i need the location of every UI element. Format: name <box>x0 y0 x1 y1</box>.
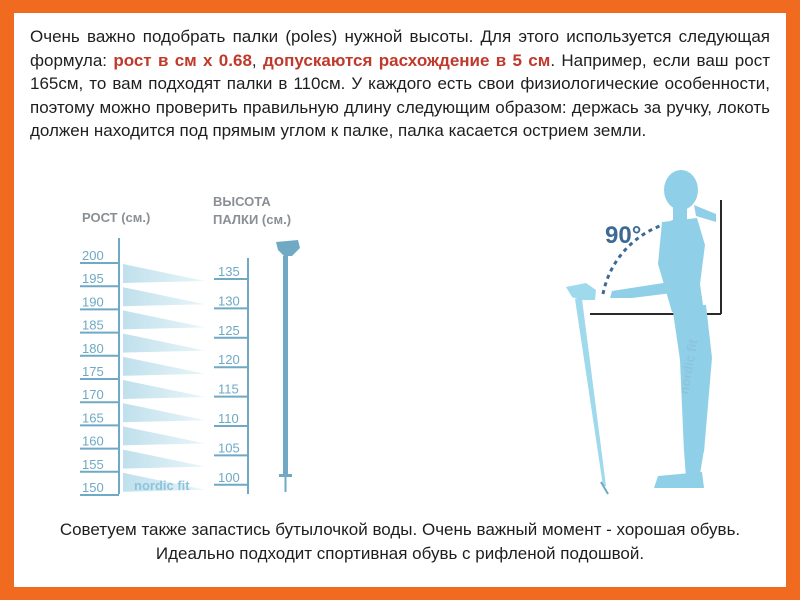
height-rows <box>80 248 119 495</box>
height-value: 180 <box>82 340 104 356</box>
height-value: 190 <box>82 294 104 310</box>
body-brand: nordic fit <box>676 338 701 396</box>
pole-value: 120 <box>218 352 240 368</box>
height-header: РОСТ (см.) <box>82 210 151 225</box>
angle-label: 90° <box>605 222 642 249</box>
pole-graphic <box>276 240 300 492</box>
intro-text-2: . Например, если ваш рост 165см, то вам подходят палки в 110см. У каждого есть свои физиологические особенности, поэтому можно проверить правильную длину следующим образом: держась за ручку, локоть должен находится под прямым углом к палке, палка касается острием земли. <box>30 50 770 140</box>
tolerance-highlight: допускаются расхождение в 5 см <box>262 50 551 70</box>
ratio-triangles <box>123 264 205 492</box>
height-value: 185 <box>82 317 104 333</box>
pole-value: 115 <box>218 381 239 397</box>
pole-value: 135 <box>218 264 240 279</box>
ratio-triangle <box>123 357 205 376</box>
height-value: 170 <box>82 387 104 403</box>
height-value: 155 <box>82 456 104 472</box>
chart-brand: nordic fit <box>134 478 190 493</box>
ratio-triangle <box>123 450 205 469</box>
height-value: 150 <box>82 480 104 495</box>
ratio-triangle <box>123 310 205 329</box>
ratio-triangle <box>123 426 205 445</box>
height-value: 200 <box>82 248 104 263</box>
pole-header-line2: ПАЛКИ (см.) <box>213 212 292 227</box>
pole-value: 110 <box>218 411 239 426</box>
ratio-triangle <box>123 287 205 306</box>
pole-value: 100 <box>218 469 240 485</box>
height-value: 195 <box>82 271 104 287</box>
formula-highlight: рост в см x 0.68 <box>113 50 252 70</box>
pole-header-line1: ВЫСОТА <box>213 194 271 209</box>
footer-paragraph: Советуем также запастись бутылочкой воды. Очень важный момент - хорошая обувь. Идеально подходит спортивная обувь с рифленой подошвой. <box>59 520 741 563</box>
height-value: 165 <box>82 410 104 426</box>
woman-figure-icon <box>566 170 721 494</box>
pole-value: 105 <box>218 440 240 456</box>
pole-rows <box>214 264 248 485</box>
pole-value: 130 <box>218 293 240 309</box>
ratio-triangle <box>123 264 205 283</box>
ratio-triangle <box>123 380 205 399</box>
height-value: 175 <box>82 364 104 379</box>
ratio-triangle <box>123 334 205 353</box>
ratio-triangle <box>123 403 205 422</box>
intro-text-1: Очень важно подобрать палки (poles) нужной высоты. Для этого используется следующая формула: <box>30 27 770 70</box>
intro-comma: , <box>251 50 263 70</box>
pole-value: 125 <box>218 322 240 338</box>
height-value: 160 <box>82 433 104 449</box>
